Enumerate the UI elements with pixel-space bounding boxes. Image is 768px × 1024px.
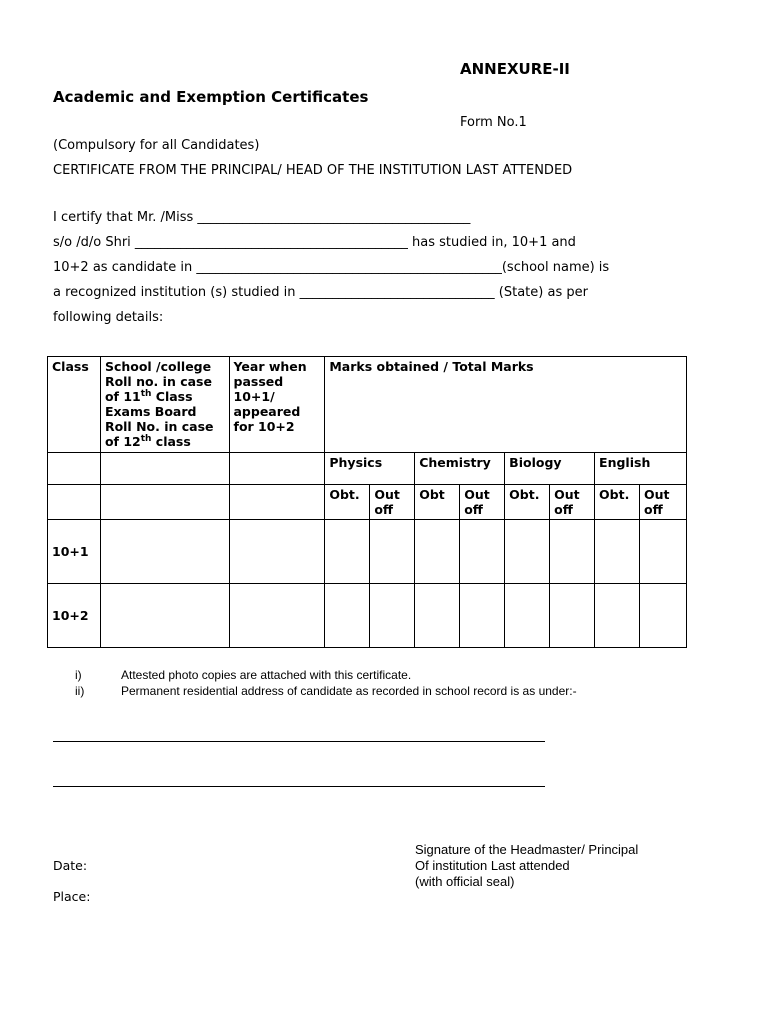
header-class: Class bbox=[48, 357, 101, 453]
table-row bbox=[48, 520, 687, 584]
certificate-heading: CERTIFICATE FROM THE PRINCIPAL/ HEAD OF THE INSTITUTION LAST ATTENDED bbox=[53, 163, 573, 178]
obt-chemistry: Obt bbox=[415, 485, 460, 520]
cell-empty bbox=[48, 453, 101, 485]
obt-biology: Obt. bbox=[505, 485, 550, 520]
compulsory-note: (Compulsory for all Candidates) bbox=[53, 138, 260, 153]
subject-physics: Physics bbox=[325, 453, 415, 485]
obt-physics: Obt. bbox=[325, 485, 370, 520]
cell-empty bbox=[229, 485, 325, 520]
note-number-1: i) bbox=[75, 668, 82, 682]
table-row bbox=[48, 584, 687, 648]
row-label-10-2: 10+2 bbox=[48, 584, 101, 648]
cell-empty bbox=[100, 485, 229, 520]
header-year: Year when passed 10+1/ appeared for 10+2 bbox=[229, 357, 325, 453]
address-line-1 bbox=[53, 741, 545, 742]
certify-line-2: s/o /d/o Shri __________________________________________ has studied in, 10+1 and bbox=[53, 235, 576, 250]
note-text-1: Attested photo copies are attached with this certificate. bbox=[121, 668, 412, 682]
outoff-english: Out off bbox=[640, 485, 687, 520]
outoff-chemistry: Out off bbox=[460, 485, 505, 520]
form-number: Form No.1 bbox=[460, 115, 527, 130]
certify-line-4: a recognized institution (s) studied in ______________________________ (State) as per bbox=[53, 285, 588, 300]
row-label-10-1: 10+1 bbox=[48, 520, 101, 584]
signature-line-2: Of institution Last attended bbox=[415, 858, 570, 873]
header-marks: Marks obtained / Total Marks bbox=[325, 357, 687, 453]
note-number-2: ii) bbox=[75, 684, 85, 698]
subject-chemistry: Chemistry bbox=[415, 453, 505, 485]
note-text-2: Permanent residential address of candidate as recorded in school record is as under:- bbox=[121, 684, 577, 698]
place-label: Place: bbox=[53, 889, 91, 904]
cell-empty bbox=[48, 485, 101, 520]
cell-empty bbox=[229, 453, 325, 485]
header-school: School /college Roll no. in case of 11th Class Exams Board Roll No. in case of 12th class bbox=[100, 357, 229, 453]
address-line-2 bbox=[53, 786, 545, 787]
outoff-biology: Out off bbox=[550, 485, 595, 520]
subject-biology: Biology bbox=[505, 453, 595, 485]
certify-line-5: following details: bbox=[53, 310, 164, 325]
date-label: Date: bbox=[53, 858, 88, 873]
subject-english: English bbox=[595, 453, 687, 485]
certify-line-3: 10+2 as candidate in _______________________________________________(school name) is bbox=[53, 260, 610, 275]
outoff-physics: Out off bbox=[370, 485, 415, 520]
signature-line-1: Signature of the Headmaster/ Principal bbox=[415, 842, 639, 857]
signature-line-3: (with official seal) bbox=[415, 874, 515, 889]
marks-table bbox=[47, 356, 687, 648]
cell-empty bbox=[100, 453, 229, 485]
certify-line-1: I certify that Mr. /Miss __________________________________________ bbox=[53, 210, 471, 225]
obt-english: Obt. bbox=[595, 485, 640, 520]
annexure-label: ANNEXURE-II bbox=[460, 60, 570, 78]
page-title: Academic and Exemption Certificates bbox=[53, 88, 369, 106]
